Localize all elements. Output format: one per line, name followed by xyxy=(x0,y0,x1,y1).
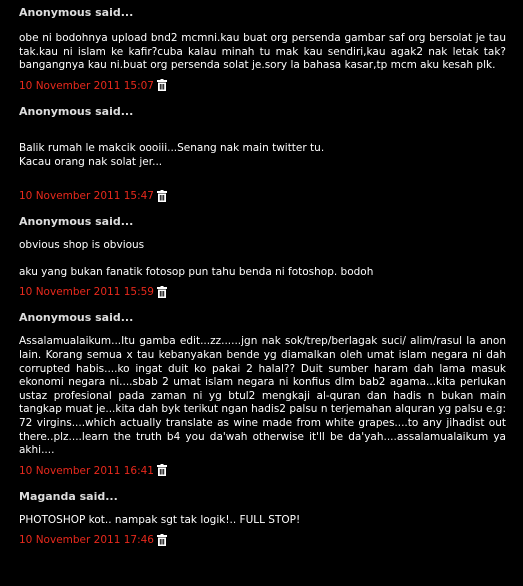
comment-timestamp-link[interactable]: 10 November 2011 15:47 xyxy=(19,190,154,203)
comment-text: obvious shop is obvious xyxy=(19,239,145,252)
trash-icon[interactable] xyxy=(157,190,167,202)
comment-body xyxy=(19,239,506,279)
comment xyxy=(19,215,506,299)
trash-icon[interactable] xyxy=(157,534,167,546)
comment-footer xyxy=(19,286,506,299)
comment-timestamp-link[interactable]: 10 November 2011 15:59 xyxy=(19,286,154,299)
comment-body xyxy=(19,32,506,73)
comment-text: Balik rumah le makcik oooiii...Senang nak main twitter tu. Kacau orang nak solat jer... xyxy=(19,142,325,168)
trash-icon[interactable] xyxy=(157,79,167,91)
comment-author: Anonymous said... xyxy=(19,6,134,19)
comment-author: Anonymous said... xyxy=(19,311,134,325)
comment-author: Maganda said... xyxy=(19,489,118,503)
comment-body xyxy=(19,335,506,457)
comment-text: PHOTOSHOP kot.. nampak sgt tak logik!.. FULL STOP! xyxy=(19,513,301,526)
comment-timestamp-link[interactable]: 10 November 2011 17:46 xyxy=(19,534,154,547)
comment xyxy=(19,490,506,548)
trash-icon[interactable] xyxy=(157,286,167,298)
comment-footer xyxy=(19,534,506,547)
comment-footer xyxy=(19,80,506,93)
comment xyxy=(19,311,506,477)
comment-text: Assalamualaikum...Itu gamba edit...zz......jgn nak sok/trep/berlagak suci/ alim/rasul la anon lain. Korang semua x tau kebanyakan bende yg diamalkan oleh umat islam negara ni dah corrupted habis....ko ingat duit ko pakai 2 halal?? Duit sumber haram dah lama masuk ekonomi negara ni....sbab 2 umat islam negara ni konfius dlm bab2 agama...kita perlukan ustaz profesional pada zaman ni yg btul2 mengkaji al-quran dan hadis n bukan main tangkap muat je...kita dah byk terikut ngan hadis2 palsu n terjemahan alquran yg palsu e.g: 72 virgins....which actually translate as wine made from white grapes....to any jihadist out there..plz....learn the truth b4 you da'wah otherwise it'll be da'yah....assalamualaikum ya akhi.... xyxy=(19,335,506,457)
comment-body xyxy=(19,514,506,528)
comment-text: aku yang bukan fanatik fotosop pun tahu benda ni fotoshop. bodoh xyxy=(19,265,374,278)
comment-timestamp-link[interactable]: 10 November 2011 16:41 xyxy=(19,464,154,477)
comment-body xyxy=(19,129,506,183)
comment-footer xyxy=(19,190,506,203)
comment-text: obe ni bodohnya upload bnd2 mcmni.kau buat org persenda gambar saf org bersolat je tau tak.kau ni islam ke kafir?cuba kalau minah tu mak kau sendiri,kau agak2 nak letak tak?bangangnya kau ni.buat org persenda solat je.sory la bahasa kasar,tp mcm aku kesah plk. xyxy=(19,32,506,72)
comment xyxy=(19,6,506,93)
comment-author: Anonymous said... xyxy=(19,215,134,229)
comment-author: Anonymous said... xyxy=(19,104,134,118)
comment xyxy=(19,105,506,203)
trash-icon[interactable] xyxy=(157,464,167,476)
comment-footer xyxy=(19,465,506,478)
comment-timestamp-link[interactable]: 10 November 2011 15:07 xyxy=(19,79,154,92)
